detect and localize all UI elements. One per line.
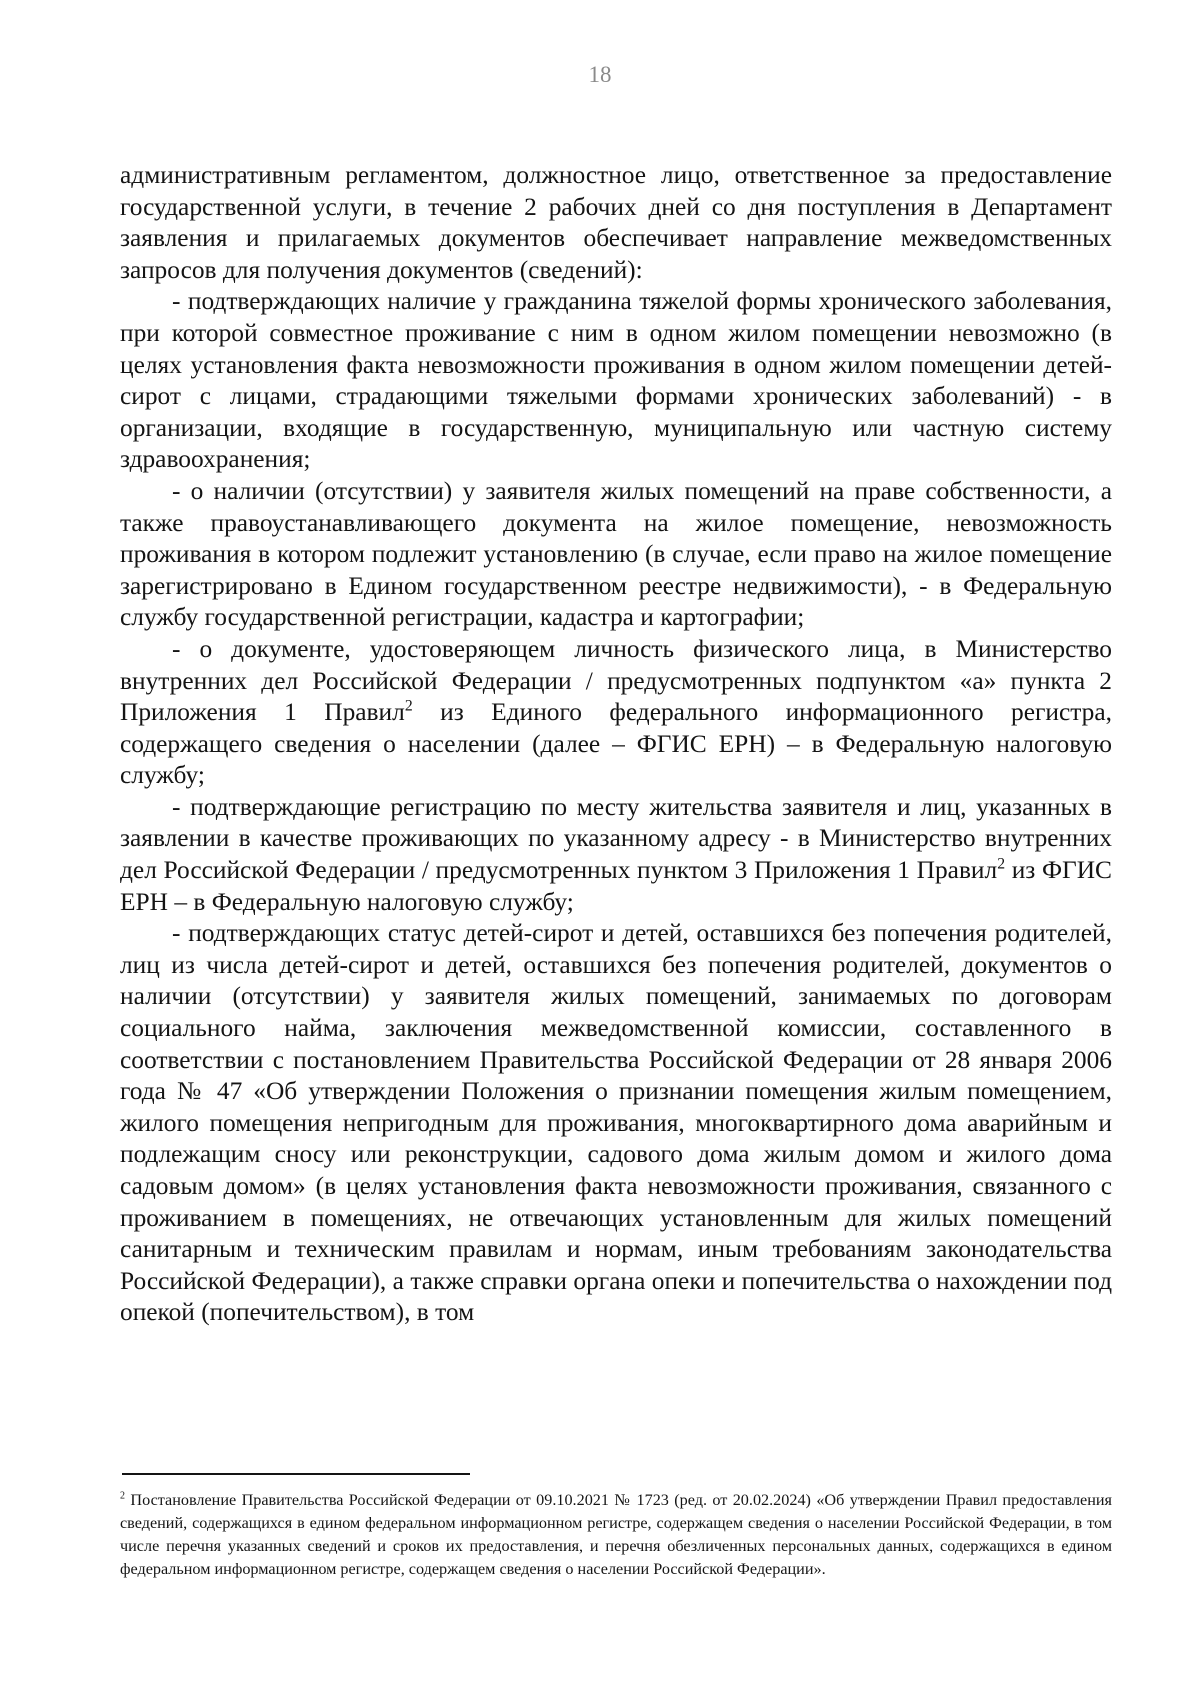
paragraph-text: - о документе, удостоверяющем личность физического лица, в Министерство внутренних дел Российской Федерации / предусмотренных подпунктом «а» пункта 2 Приложения 1 Правил [120,634,1112,727]
paragraph-item-registration [120,792,1112,918]
paragraph-intro: административным регламентом, должностное лицо, ответственное за предоставление государственной услуги, в течение 2 рабочих дней со дня поступления в Департамент заявления и прилагаемых документов обеспечивает направление межведомственных запросов для получения документов (сведений): [120,161,1112,284]
paragraph-text: из Единого федерального информационного регистра, содержащего сведения о населении (далее – ФГИС ЕРН) – в Федеральную налоговую службу; [120,698,1112,790]
paragraph-item-identity-document [120,634,1112,792]
footnote-reference: 2 [404,697,413,715]
footnote-text: Постановление Правительства Российской Федерации от 09.10.2021 № 1723 (ред. от 20.02.2024) «Об утверждении Правил предоставления сведений, содержащихся в едином федеральном информационном регистре, содержащем сведения о населении Российской Федерации, в том числе перечня указанных сведений и сроков их предоставления, и перечня обезличенных персональных данных, содержащихся в едином федеральном информационном регистре, содержащем сведения о населении Российской Федерации». [120,1491,1112,1578]
footnote-separator [122,1473,470,1475]
footnote-reference: 2 [997,855,1006,873]
paragraph-text: - подтверждающие регистрацию по месту жительства заявителя и лиц, указанных в заявлении в качестве проживающих по указанному адресу - в Министерство внутренних дел Российской Федерации / предусмотренных пунктом 3 Приложения 1 Правил [120,792,1112,885]
body-text [120,160,1112,1329]
footnote-marker: 2 [120,1490,126,1502]
paragraph-item-property: - о наличии (отсутствии) у заявителя жилых помещений на праве собственности, а также правоустанавливающего документа на жилое помещение, невозможность проживания в котором подлежит установлению (в случае, если право на жилое помещение зарегистрировано в Едином государственном реестре недвижимости), - в Федеральную службу государственной регистрации, кадастра и картографии; [120,476,1112,632]
page-number: 18 [588,62,612,87]
paragraph-item-chronic-disease: - подтверждающих наличие у гражданина тяжелой формы хронического заболевания, при которой совместное проживание с ним в одном жилом помещении невозможно (в целях установления факта невозможности проживания в одном жилом помещении детей-сирот с лицами, страдающими тяжелыми формами хронических заболеваний) - в организации, входящие в государственную, муниципальную или частную систему здравоохранения; [120,287,1112,474]
footnote [120,1489,1112,1581]
paragraph-text: из ФГИС ЕРН – в Федеральную налоговую службу; [120,856,1112,916]
paragraph-item-orphan-status: - подтверждающих статус детей-сирот и детей, оставшихся без попечения родителей, лиц из числа детей-сирот и детей, оставшихся без попечения родителей, документов о наличии (отсутствии) у заявителя жилых помещений, занимаемых по договорам социального найма, заключения межведомственной комиссии, составленного в соответствии с постановлением Правительства Российской Федерации от 28 января 2006 года № 47 «Об утверждении Положения о признании помещения жилым помещением, жилого помещения непригодным для проживания, многоквартирного дома аварийным и подлежащим сносу или реконструкции, садового дома жилым домом и жилого дома садовым домом» (в целях установления факта невозможности проживания, связанного с проживанием в помещениях, не отвечающих установленным для жилых помещений санитарным и техническим правилам и нормам, иным требованиям законодательства Российской Федерации), а также справки органа опеки и попечительства о нахождении под опекой (попечительством), в том [120,919,1112,1327]
